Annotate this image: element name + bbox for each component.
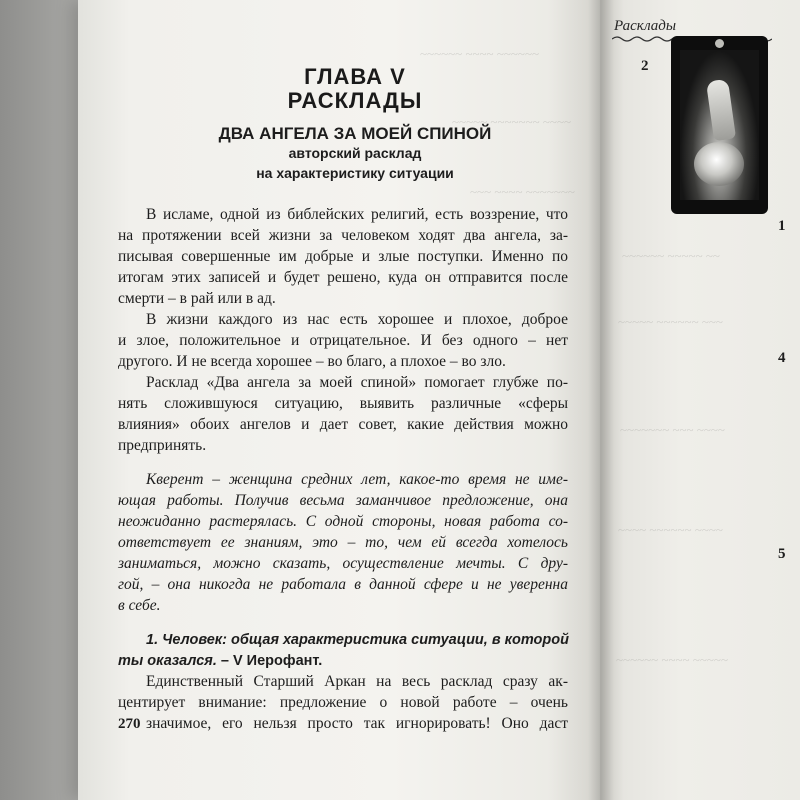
body-line: Расклад «Два ангела за моей спиной» помогает глубже по- [146,374,568,391]
chapter-number: ГЛАВА V [304,64,406,89]
heading-card-name: – V Иерофант. [216,653,323,669]
case-line: гой, – она никогда не работала в данной сфере и не уверенна [118,576,568,593]
card-orb-figure [694,142,744,186]
body-line: значимое, его нельзя просто так игнорировать! Оно даст [146,715,568,732]
bleed-through-text: ~~~~~~ ~~~~ ~~~~~~ [420,46,540,61]
body-line: влияния» обоих ангелов и дает совет, какие действия можно [118,416,568,433]
spread-subtitle: авторский расклад [288,145,422,161]
body-line: итогам этих записей и будет решено, куда он отправится после [118,269,568,286]
card-artwork [680,50,759,200]
bleed-through-text: ~~~~~~ ~~~~~ ~~ [622,248,720,263]
case-line: заниматься, можно сказать, осуществление мечты. С дру- [118,555,568,572]
case-line: неожиданно растерялась. С одной стороны, новая работа со- [118,513,568,530]
bleed-through-text: ~~~~~~ ~~~~ ~~~~~ [616,652,728,667]
tarot-card-image [671,36,768,214]
body-line: В жизни каждого из нас есть хорошее и плохое, доброе [146,311,568,328]
case-line: Кверент – женщина средних лет, какое-то время не име- [146,471,568,488]
bleed-through-text: ~~~~~~~ ~~~ ~~~~ [620,422,725,437]
card-hand-figure [706,79,736,141]
bleed-through-text: ~~~~ ~~~~~~ ~~~~ [618,522,723,537]
bleed-through-text: ~~~~~ ~~~~~~ ~~~ [618,314,723,329]
body-line: смерти – в рай или в ад. [118,290,276,307]
card-ornament [715,39,724,48]
heading-italic-part: ты оказался. [118,653,217,669]
bleed-through-text: ~~~ ~~~~ ~~~~~~~ [470,184,575,199]
section-heading [118,651,568,671]
position-label: 2 [641,58,649,74]
running-head: Расклады [614,18,677,34]
spread-subtitle: на характеристику ситуации [256,165,454,181]
body-line: писывая совершенные им добрые и злые поступки. Именно по [118,248,568,265]
book-gutter [588,0,614,800]
body-line: предпринять. [118,437,207,454]
spread-title: ДВА АНГЕЛА ЗА МОЕЙ СПИНОЙ [218,124,492,143]
position-label: 4 [778,350,786,366]
body-line: нять сложившуюся ситуацию, выявить различные «сферы [118,395,568,412]
body-line: и злое, положительное и отрицательное. И без одного – нет [118,332,568,349]
body-line: Единственный Старший Аркан на весь расклад сразу ак- [146,673,568,690]
body-line: другого. И не всегда хорошее – во благо, а плохое – во зло. [118,353,506,370]
case-line: ответствует ее знаниям, это – то, чем ей всегда хотелось [118,534,568,551]
position-label: 5 [778,546,786,562]
body-line: центирует внимание: предложение о новой работе – очень [118,694,568,711]
section-heading: 1. Человек: общая характеристика ситуации, в которой [146,632,569,648]
case-line: в себе. [118,597,161,614]
page-number: 270 [118,716,141,732]
bleed-through-text: ~~~~~ ~~~~~~~ ~~~~ [452,114,572,129]
case-line: ющая работы. Получив весьма заманчивое предложение, она [118,492,568,509]
body-line: В исламе, одной из библейских религий, есть воззрение, что [146,206,568,223]
body-line: на протяжении всей жизни за человеком ходят два ангела, за- [118,227,568,244]
chapter-title: РАСКЛАДЫ [287,88,423,113]
position-label: 1 [778,218,786,234]
